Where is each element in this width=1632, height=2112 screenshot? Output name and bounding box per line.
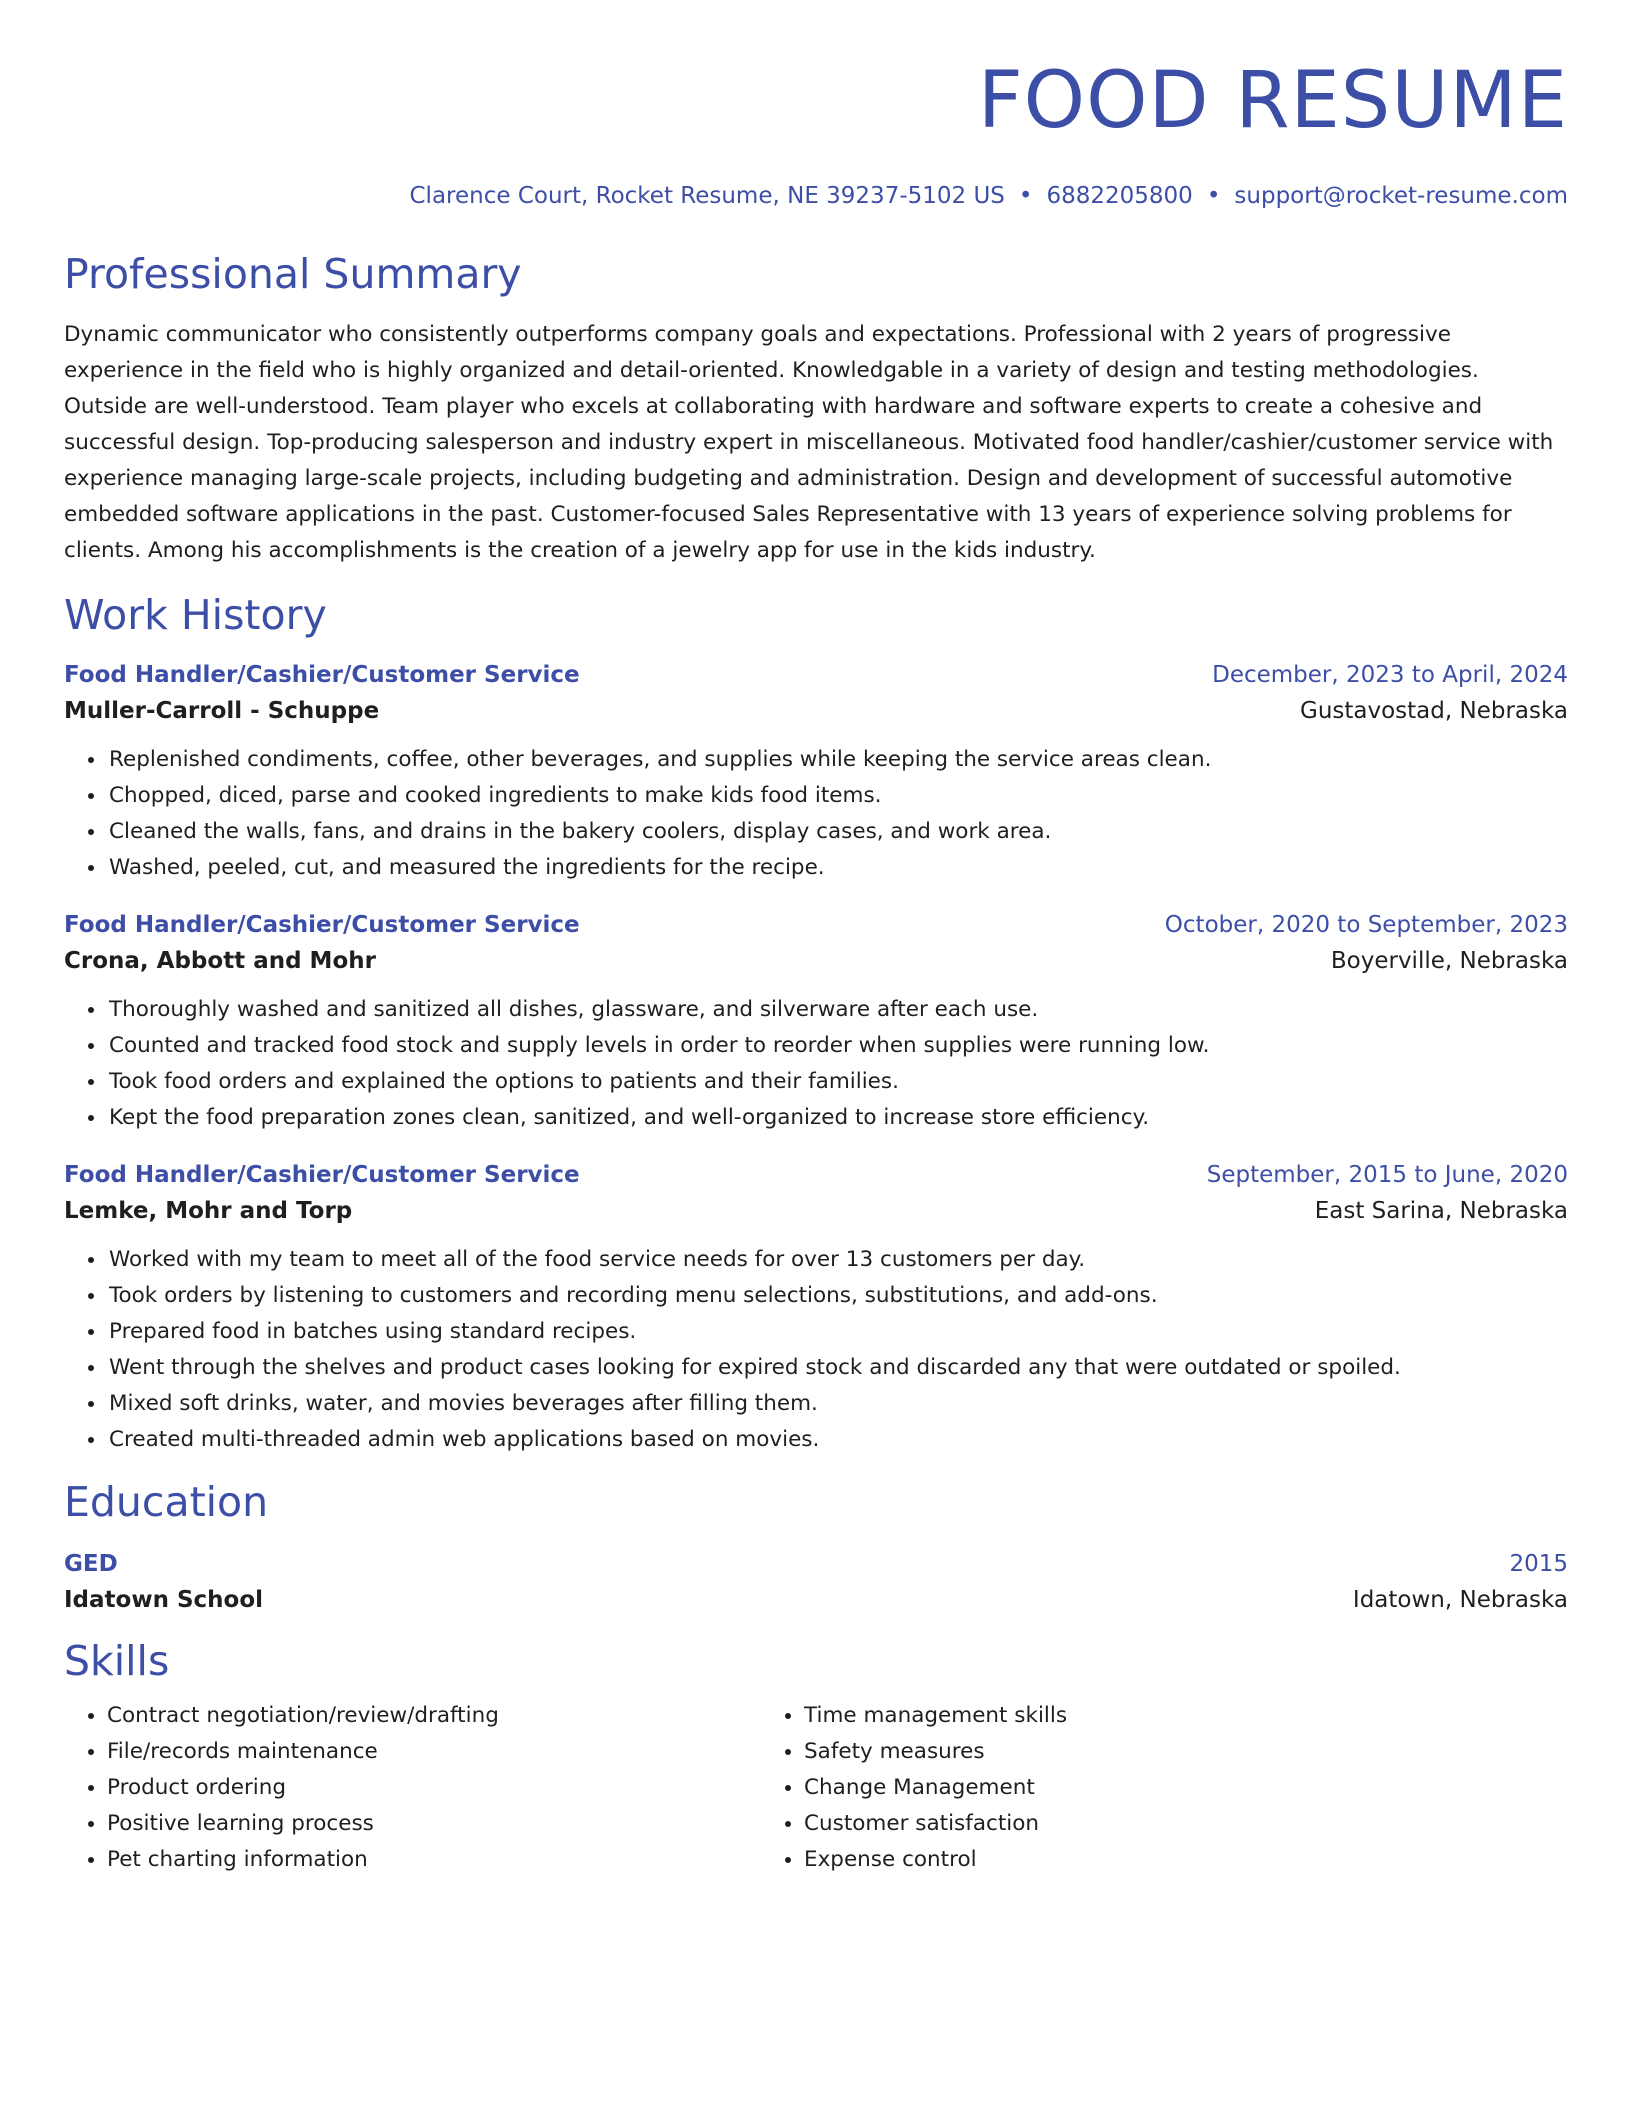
job-bullets xyxy=(64,742,1568,886)
job-location: East Sarina, Nebraska xyxy=(1314,1198,1568,1225)
job-company: Crona, Abbott and Mohr xyxy=(64,948,376,975)
skill-item: • File/records maintenance xyxy=(107,1734,761,1770)
job-bullet: • Chopped, diced, parse and cooked ingredients to make kids food items. xyxy=(107,778,1568,814)
job-location: Gustavostad, Nebraska xyxy=(1300,698,1568,725)
section-title-summary: Professional Summary xyxy=(64,250,522,298)
job-dates: December, 2023 to April, 2024 xyxy=(1212,662,1568,689)
job-dates: September, 2015 to June, 2020 xyxy=(1206,1162,1568,1189)
skills-list xyxy=(64,1698,1568,1878)
contact-separator: • xyxy=(1018,183,1033,209)
job-bullet: • Thoroughly washed and sanitized all dishes, glassware, and silverware after each use. xyxy=(107,992,1568,1028)
skill-item: • Safety measures xyxy=(804,1734,1458,1770)
skill-item: • Change Management xyxy=(804,1770,1458,1806)
job-bullets xyxy=(64,992,1568,1136)
job-bullet: • Replenished condiments, coffee, other beverages, and supplies while keeping the service areas clean. xyxy=(107,742,1568,778)
job-bullet: • Created multi-threaded admin web applications based on movies. xyxy=(107,1422,1568,1458)
contact-phone: 6882205800 xyxy=(1046,183,1193,209)
skill-item: • Customer satisfaction xyxy=(804,1806,1458,1842)
job-entry xyxy=(64,908,1568,1136)
job-bullet: • Took orders by listening to customers and recording menu selections, substitutions, and add-ons. xyxy=(107,1278,1568,1314)
education-school: Idatown School xyxy=(64,1587,264,1614)
education-degree: GED xyxy=(64,1551,118,1578)
section-title-skills: Skills xyxy=(64,1637,170,1686)
skill-item: • Product ordering xyxy=(107,1770,761,1806)
job-bullets xyxy=(64,1242,1568,1458)
contact-separator: • xyxy=(1206,183,1221,209)
skill-item: • Expense control xyxy=(804,1842,1458,1878)
skill-item: • Time management skills xyxy=(804,1698,1458,1734)
job-company: Lemke, Mohr and Torp xyxy=(64,1198,353,1225)
job-bullet: • Kept the food preparation zones clean, sanitized, and well-organized to increase store efficiency. xyxy=(107,1100,1568,1136)
job-role: Food Handler/Cashier/Customer Service xyxy=(64,1162,580,1189)
job-company: Muller-Carroll - Schuppe xyxy=(64,698,380,725)
education-location: Idatown, Nebraska xyxy=(1352,1587,1568,1614)
job-role: Food Handler/Cashier/Customer Service xyxy=(64,662,580,689)
job-dates: October, 2020 to September, 2023 xyxy=(1164,912,1568,939)
section-title-work: Work History xyxy=(64,591,327,640)
skill-item: • Positive learning process xyxy=(107,1806,761,1842)
education-year: 2015 xyxy=(1509,1551,1568,1578)
job-bullet: • Took food orders and explained the options to patients and their families. xyxy=(107,1064,1568,1100)
job-role: Food Handler/Cashier/Customer Service xyxy=(64,912,580,939)
section-title-education: Education xyxy=(64,1478,269,1527)
job-bullet: • Prepared food in batches using standard recipes. xyxy=(107,1314,1568,1350)
contact-email: support@rocket-resume.com xyxy=(1234,183,1568,209)
job-bullet: • Went through the shelves and product cases looking for expired stock and discarded any that were outdated or spoiled. xyxy=(107,1350,1568,1386)
contact-address: Clarence Court, Rocket Resume, NE 39237-5102 US xyxy=(409,183,1005,209)
education-entry xyxy=(64,1547,1568,1619)
job-bullet: • Cleaned the walls, fans, and drains in the bakery coolers, display cases, and work area. xyxy=(107,814,1568,850)
job-bullet: • Washed, peeled, cut, and measured the ingredients for the recipe. xyxy=(107,850,1568,886)
skills-column-left xyxy=(64,1698,761,1878)
contact-line xyxy=(64,180,1568,212)
skills-column-right xyxy=(761,1698,1458,1878)
summary-text: Dynamic communicator who consistently outperforms company goals and expectations. Professional with 2 years of progressive experience in the field who is highly organized and detail-oriented. Knowledgable in a variety of design and testing methodologies. Outside are well-understood. Team player who excels at collaborating with hardware and software experts to create a cohesive and successful design. Top-producing salesperson and industry expert in miscellaneous. Motivated food handler/cashier/customer service with experience managing large-scale projects, including budgeting and administration. Design and development of successful automotive embedded software applications in the past. Customer-focused Sales Representative with 13 years of experience solving problems for clients. Among his accomplishments is the creation of a jewelry app for use in the kids industry. xyxy=(64,322,1554,564)
resume-name: FOOD RESUME xyxy=(977,56,1568,146)
skill-item: • Pet charting information xyxy=(107,1842,761,1878)
job-bullet: • Mixed soft drinks, water, and movies beverages after filling them. xyxy=(107,1386,1568,1422)
job-bullet: • Worked with my team to meet all of the food service needs for over 13 customers per day. xyxy=(107,1242,1568,1278)
job-bullet: • Counted and tracked food stock and supply levels in order to reorder when supplies were running low. xyxy=(107,1028,1568,1064)
job-location: Boyerville, Nebraska xyxy=(1330,948,1568,975)
job-entry xyxy=(64,658,1568,886)
work-history-list xyxy=(64,658,1568,1458)
skill-item: • Contract negotiation/review/drafting xyxy=(107,1698,761,1734)
job-entry xyxy=(64,1158,1568,1458)
